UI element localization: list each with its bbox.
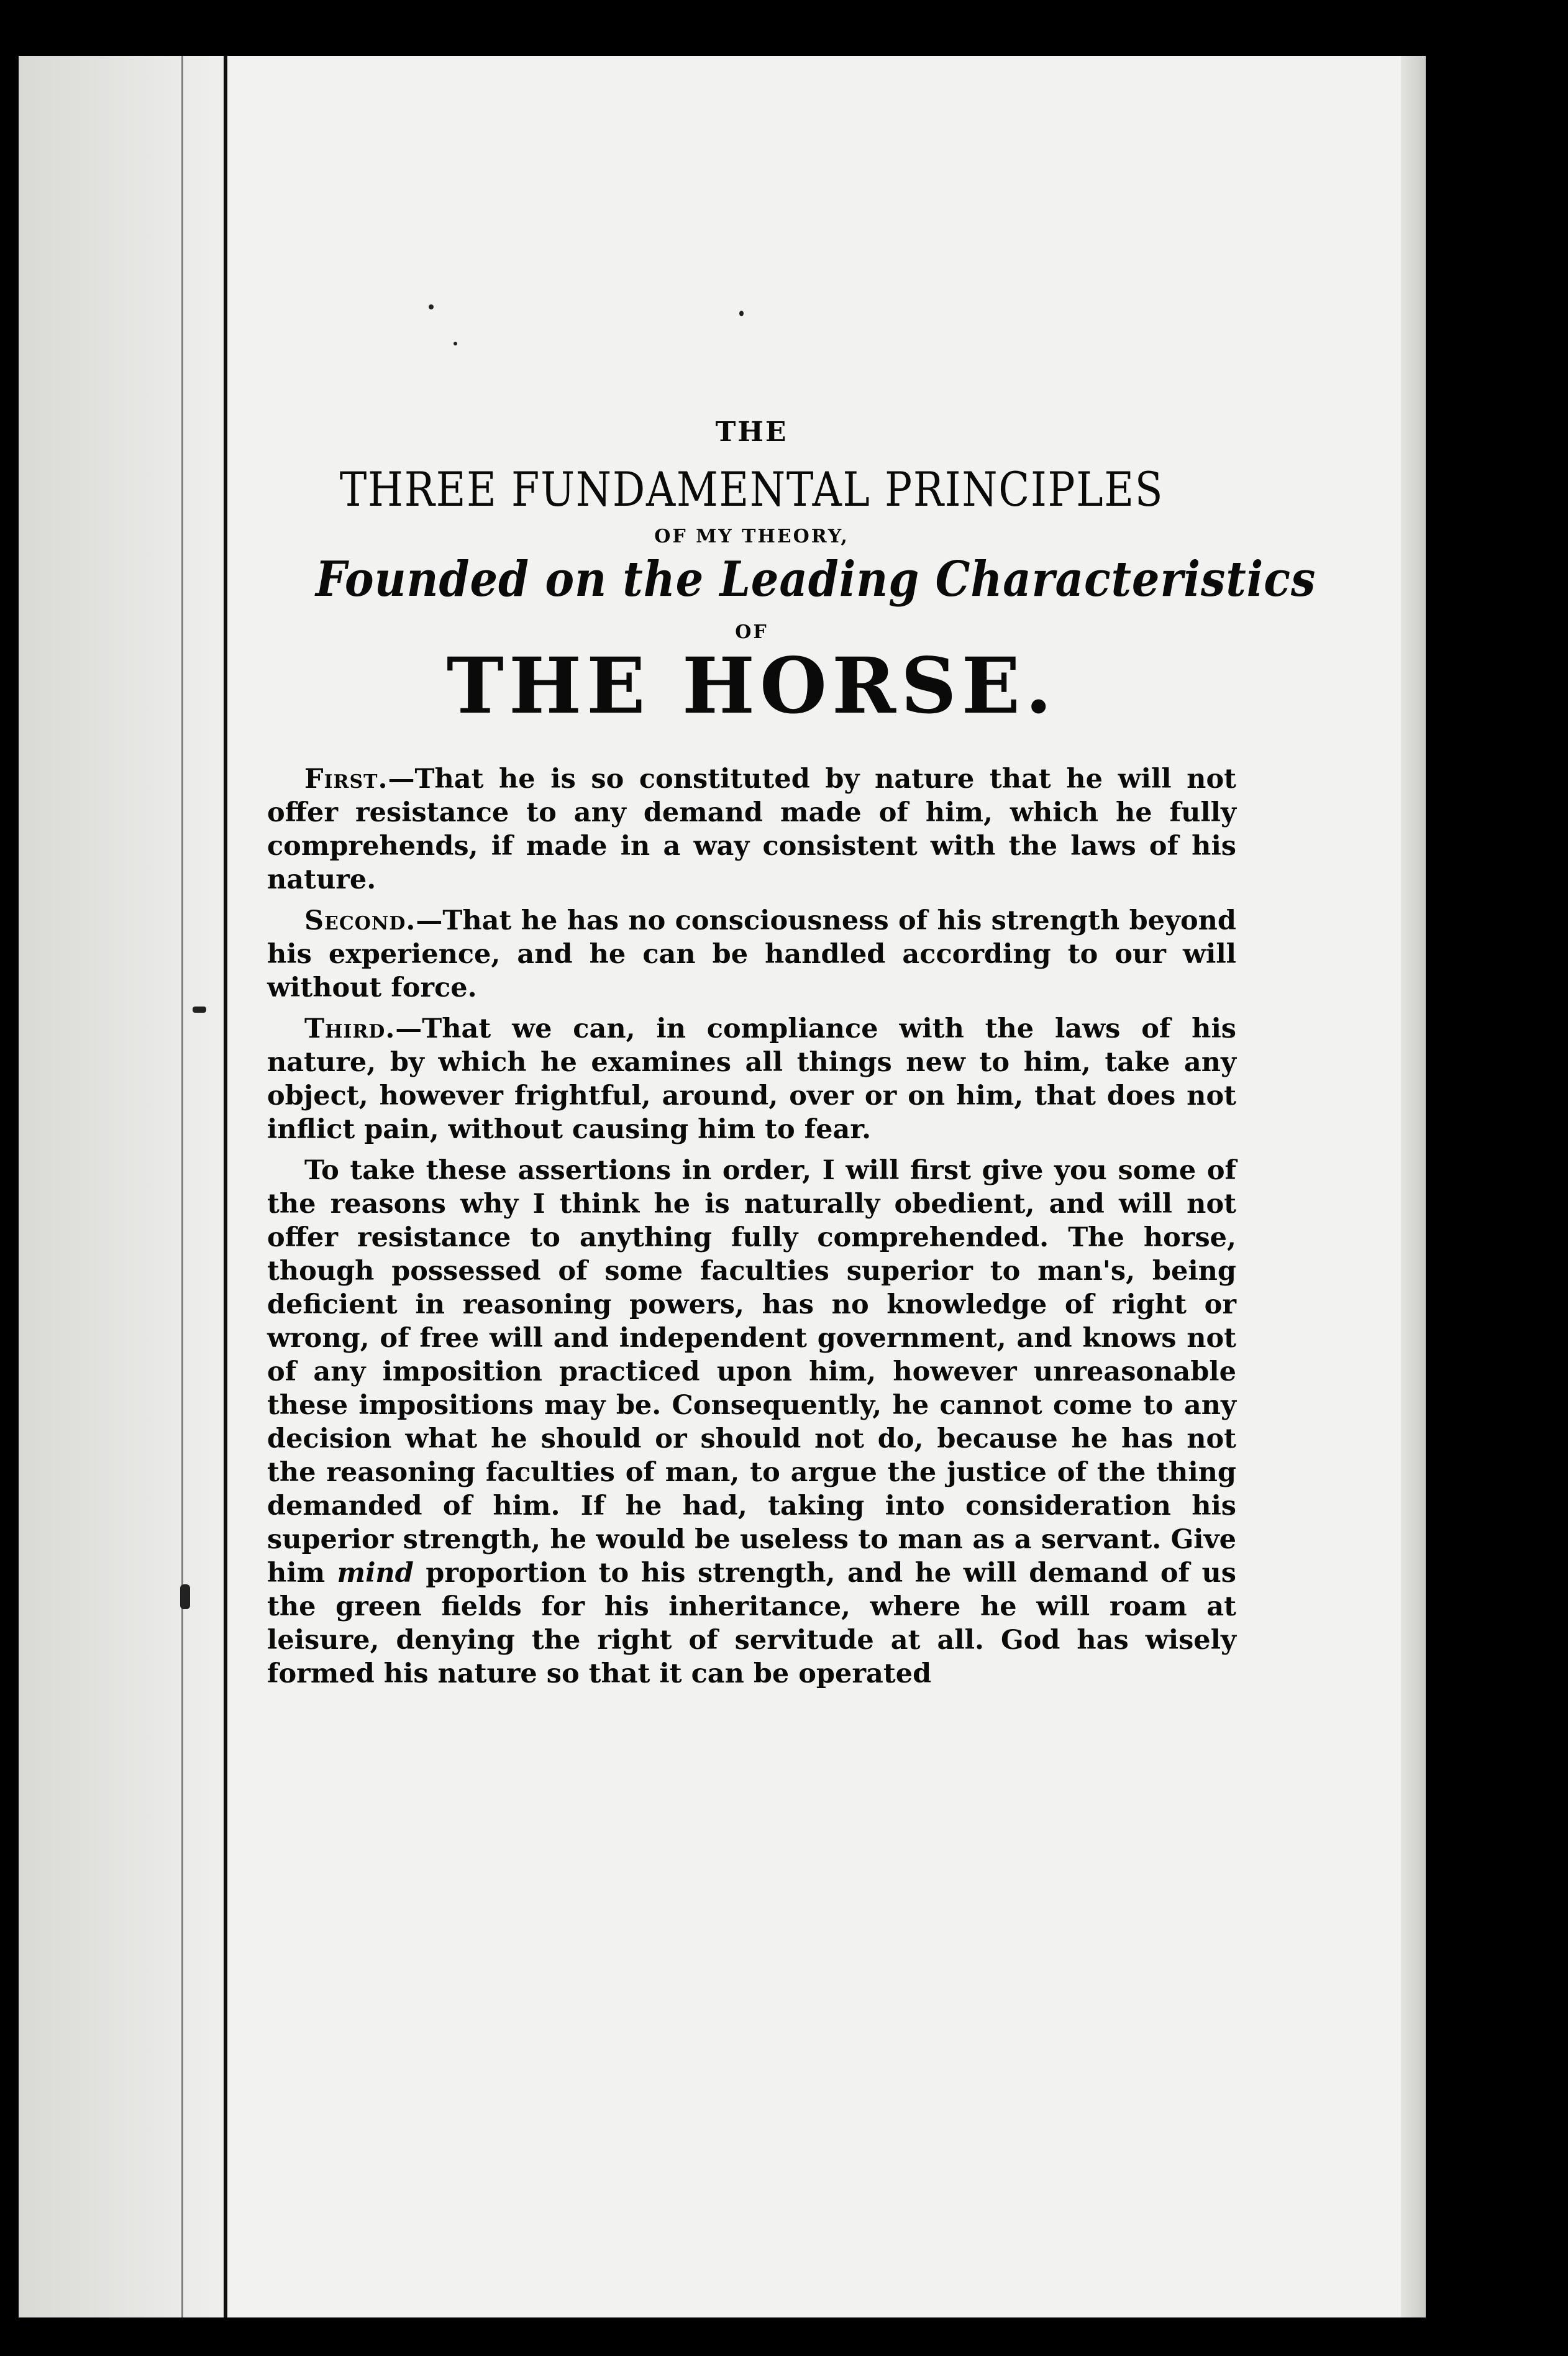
page-fold-line (224, 56, 227, 2317)
body-text (267, 762, 1236, 1691)
binding-mark (193, 1007, 206, 1013)
principle-lead: Second. (304, 905, 416, 936)
dust-speck (739, 311, 744, 316)
dust-speck (429, 304, 434, 309)
principle-text: —That we can, in compliance with the laws of his nature, by which he examines all things new to him, take any object, however frightful, around, over or on him, that does not inflict pain, without causing him to fear. (267, 1013, 1236, 1145)
principle-text: —That he is so constituted by nature that he will not offer resistance to any demand made of him, which he fully comprehends, if made in a way consistent with the laws of his nature. (267, 764, 1236, 895)
principle-text: —That he has no consciousness of his strength beyond his experience, and he can be handled according to our will without force. (267, 905, 1236, 1003)
closing-paragraph (267, 1154, 1236, 1691)
principle-third (267, 1012, 1236, 1146)
subtitle-of: OF (735, 621, 768, 643)
subtitle-of-my-theory: OF MY THEORY, (654, 526, 849, 547)
principle-second (267, 904, 1236, 1005)
main-title: THREE FUNDAMENTAL PRINCIPLES (339, 462, 1164, 517)
heading-the: THE (715, 416, 788, 448)
dust-speck (454, 342, 457, 345)
principle-lead: First. (304, 764, 388, 795)
page-content (267, 348, 1316, 1698)
principle-first (267, 762, 1236, 897)
closing-emphasis: mind (337, 1558, 414, 1589)
closing-text-part1: To take these assertions in order, I will first give you some of the reasons why I think he is naturally obedient, and will not offer resistance to anything fully comprehended. The horse, though possessed of some faculties superior to man's, being deficient in reasoning powers, has no knowledge of right or wrong, of free will and independent government, and knows not of any imposition practiced upon him, however unreasonable these impositions may be. Consequently, he cannot come to any decision what he should or should not do, because he has not the reasoning faculties of man, to argue the justice of the thing demanded of him. If he had, taking into consideration his superior strength, he would be useless to man as a servant. Give him (267, 1155, 1236, 1589)
horse-title: THE HORSE. (446, 641, 1057, 731)
page-fold-line-faint (181, 56, 183, 2317)
principle-lead: Third. (304, 1013, 396, 1044)
binding-mark (180, 1584, 190, 1609)
closing-text-part2: proportion to his strength, and he will demand of us the green fields for his inheritance, where he will roam at leisure, denying the right of servitude at all. God has wisely formed his nature so that it can be operated (267, 1558, 1236, 1689)
blackletter-subtitle: Founded on the Leading Characteristics (316, 551, 1316, 608)
page-gutter-shadow (19, 56, 224, 2317)
page-right-edge (1401, 56, 1426, 2317)
